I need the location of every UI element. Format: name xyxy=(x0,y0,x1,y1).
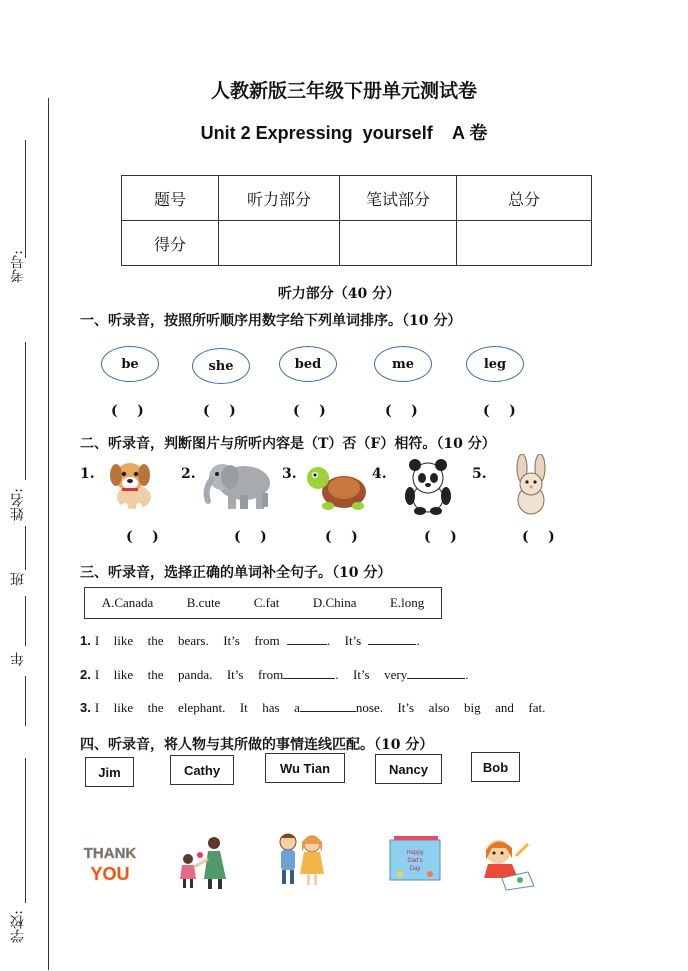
name-box[interactable]: Wu Tian xyxy=(265,753,345,783)
name-box[interactable]: Jim xyxy=(85,757,134,787)
name-box[interactable]: Cathy xyxy=(170,755,234,785)
answer-paren[interactable]: ( ) xyxy=(385,403,418,419)
sentence-number: 1. xyxy=(80,633,91,648)
name-line xyxy=(25,342,26,480)
sentence-number: 2. xyxy=(80,667,91,682)
card-text: Day xyxy=(409,866,421,872)
q4-heading: 四、听录音，将人物与其所做的事情连线匹配。（10 分） xyxy=(80,737,434,753)
answer-blank[interactable] xyxy=(368,644,416,645)
sentence-3 xyxy=(80,700,545,716)
word-oval: she xyxy=(192,348,250,384)
option: E.long xyxy=(389,595,425,610)
sentence-number: 3. xyxy=(80,700,91,715)
score-cell[interactable] xyxy=(457,221,592,266)
option: D.China xyxy=(312,595,357,610)
name-box[interactable]: Nancy xyxy=(375,754,442,784)
you-text: YOU xyxy=(90,864,130,884)
item-number: 1. xyxy=(80,466,95,482)
header-cell: 笔试部分 xyxy=(340,176,457,221)
score-table-header xyxy=(122,176,592,221)
rabbit-picture xyxy=(504,454,558,518)
exam-title: 人教新版三年级下册单元测试卷 xyxy=(210,80,477,102)
score-table-row xyxy=(122,221,592,266)
school-label: 学校: xyxy=(10,910,26,943)
item-number: 4. xyxy=(372,466,387,482)
name-box[interactable]: Bob xyxy=(471,752,520,782)
sentence-text: I like the bears. It’s from xyxy=(94,633,280,648)
exam-no-label: 考号: xyxy=(10,250,26,283)
answer-paren[interactable]: ( ) xyxy=(293,403,326,419)
item-number: 2. xyxy=(181,466,196,482)
elephant-picture xyxy=(200,455,276,513)
sentence-text: . xyxy=(416,633,420,648)
q3-heading: 三、听录音，选择正确的单词补全句子。（10 分） xyxy=(80,565,392,581)
word-oval: bed xyxy=(279,346,337,382)
class-line xyxy=(25,526,26,570)
two-kids-picture xyxy=(268,830,332,890)
school-line xyxy=(25,758,26,903)
header-cell: 题号 xyxy=(122,176,219,221)
listening-heading: 听力部分（40 分） xyxy=(277,286,401,302)
exam-no-line xyxy=(25,140,26,258)
score-cell[interactable] xyxy=(340,221,457,266)
card-text: Dad’s xyxy=(407,858,423,864)
score-cell[interactable] xyxy=(219,221,340,266)
option: A.Canada xyxy=(101,595,154,610)
answer-paren[interactable]: ( ) xyxy=(424,529,457,545)
answer-paren[interactable]: ( ) xyxy=(111,403,144,419)
card-text: Happy xyxy=(406,850,424,856)
sentence-text: . It’s very xyxy=(335,667,408,682)
word-oval: me xyxy=(374,346,432,382)
q2-heading: 二、听录音，判断图片与所听内容是（T）否（F）相符。（10 分） xyxy=(80,436,496,452)
answer-paren[interactable]: ( ) xyxy=(234,529,267,545)
sentence-text: I like the panda. It’s from xyxy=(94,667,284,682)
sentence-2 xyxy=(80,667,468,683)
options-box xyxy=(84,587,442,619)
panda-picture xyxy=(400,456,456,516)
answer-paren[interactable]: ( ) xyxy=(126,529,159,545)
turtle-picture xyxy=(302,460,370,514)
mother-child-picture xyxy=(172,833,236,891)
answer-paren[interactable]: ( ) xyxy=(522,529,555,545)
grade-label: 年 xyxy=(10,652,26,666)
grade-line-2 xyxy=(25,676,26,726)
answer-blank[interactable] xyxy=(300,711,356,712)
sentence-text: . xyxy=(465,667,469,682)
q1-heading: 一、听录音，按照所听顺序用数字给下列单词排序。（10 分） xyxy=(80,313,462,329)
answer-paren[interactable]: ( ) xyxy=(483,403,516,419)
answer-paren[interactable]: ( ) xyxy=(325,529,358,545)
word-oval: be xyxy=(101,346,159,382)
answer-blank[interactable] xyxy=(283,678,335,679)
header-cell: 听力部分 xyxy=(219,176,340,221)
binding-line xyxy=(48,98,49,970)
option: C.fat xyxy=(253,595,280,610)
card-picture xyxy=(386,834,444,886)
score-table xyxy=(121,175,592,266)
option: B.cute xyxy=(186,595,221,610)
score-row-label: 得分 xyxy=(122,221,219,266)
answer-paren[interactable]: ( ) xyxy=(203,403,236,419)
item-number: 5. xyxy=(472,466,487,482)
word-oval: leg xyxy=(466,346,524,382)
sentence-text: I like the elephant. It has a xyxy=(94,700,300,715)
thank-you-picture xyxy=(78,838,142,888)
sentence-text: . It’s xyxy=(326,633,362,648)
sentence-text: nose. It’s also big and fat. xyxy=(355,700,546,715)
grade-line xyxy=(25,596,26,646)
item-number: 3. xyxy=(282,466,297,482)
answer-blank[interactable] xyxy=(287,644,327,645)
class-label: 班 xyxy=(10,572,26,586)
header-cell: 总分 xyxy=(457,176,592,221)
thank-text: THANK xyxy=(83,845,137,862)
answer-blank[interactable] xyxy=(407,678,465,679)
dog-picture xyxy=(102,455,160,515)
name-label: 姓名: xyxy=(10,488,26,521)
exam-subtitle: Unit 2 Expressing yourself A 卷 xyxy=(200,123,488,143)
sentence-1 xyxy=(80,633,420,649)
drawing-child-picture xyxy=(476,834,538,892)
